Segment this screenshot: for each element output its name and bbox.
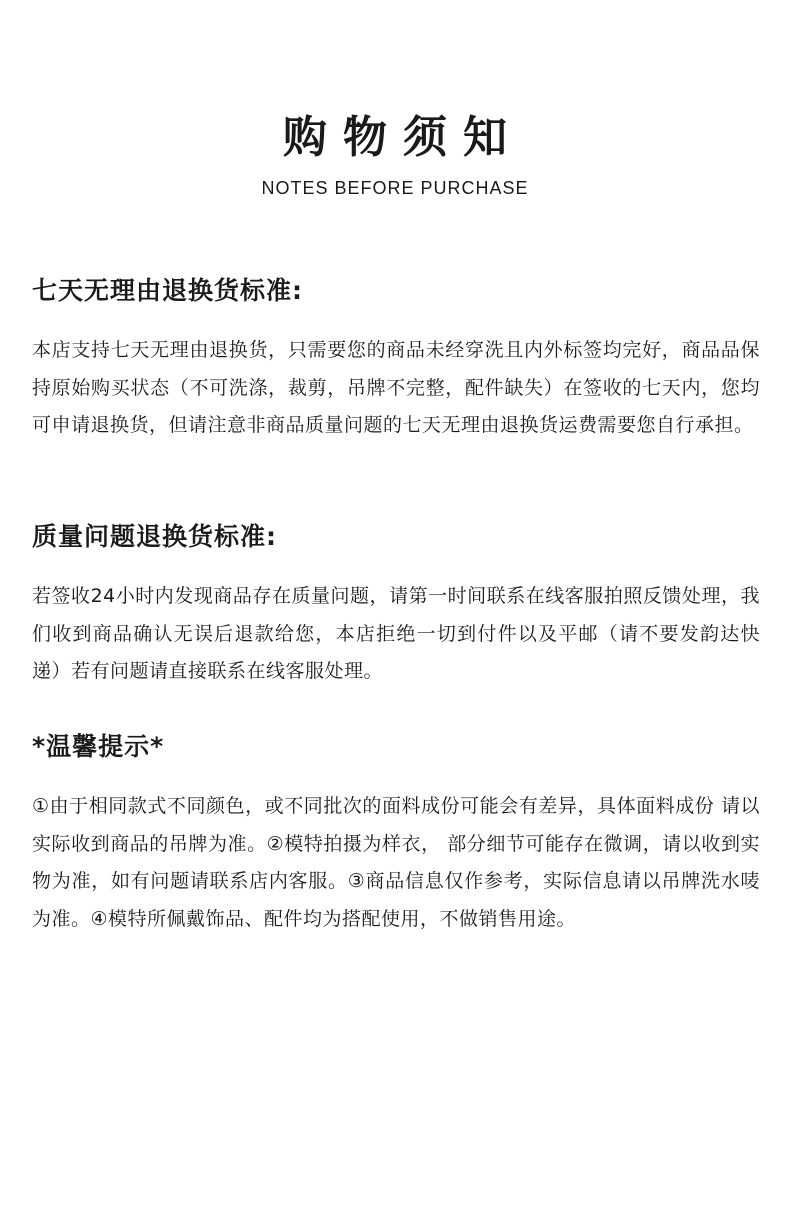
quality-return-text: 若签收24小时内发现商品存在质量问题，请第一时间联系在线客服拍照反馈处理，我们收到商品确认无误后退款给您，本店拒绝一切到付件以及平邮（请不要发韵达快递）若有问题请直接联系在线客服处理。 <box>32 585 760 682</box>
quality-return-section <box>32 520 760 691</box>
tips-heading: *温馨提示* <box>32 732 165 761</box>
seven-day-return-section <box>32 274 760 445</box>
seven-day-return-heading: 七天无理由退换货标准: <box>32 276 303 305</box>
quality-return-heading: 质量问题退换货标准: <box>32 522 277 551</box>
tips-section <box>32 730 760 938</box>
tips-text: ①由于相同款式不同颜色，或不同批次的面料成份可能会有差异，具体面料成份 请以实际收到商品的吊牌为准。②模特拍摄为样衣， 部分细节可能存在微调，请以收到实物为准，如有问题请联系店内客服。③商品信息仅作参考，实际信息请以吊牌洗水唛为准。④模特所佩戴饰品、配件均为搭配使用，不做销售用途。 <box>32 795 760 930</box>
page-subtitle: NOTES BEFORE PURCHASE <box>261 178 529 198</box>
page-title: 购物须知 <box>283 112 523 163</box>
seven-day-return-text: 本店支持七天无理由退换货，只需要您的商品未经穿洗且内外标签均完好，商品品保持原始购买状态（不可洗涤，裁剪，吊牌不完整，配件缺失）在签收的七天内，您均可申请退换货，但请注意非商品质量问题的七天无理由退换货运费需要您自行承担。 <box>32 339 760 436</box>
page-header <box>0 110 790 200</box>
